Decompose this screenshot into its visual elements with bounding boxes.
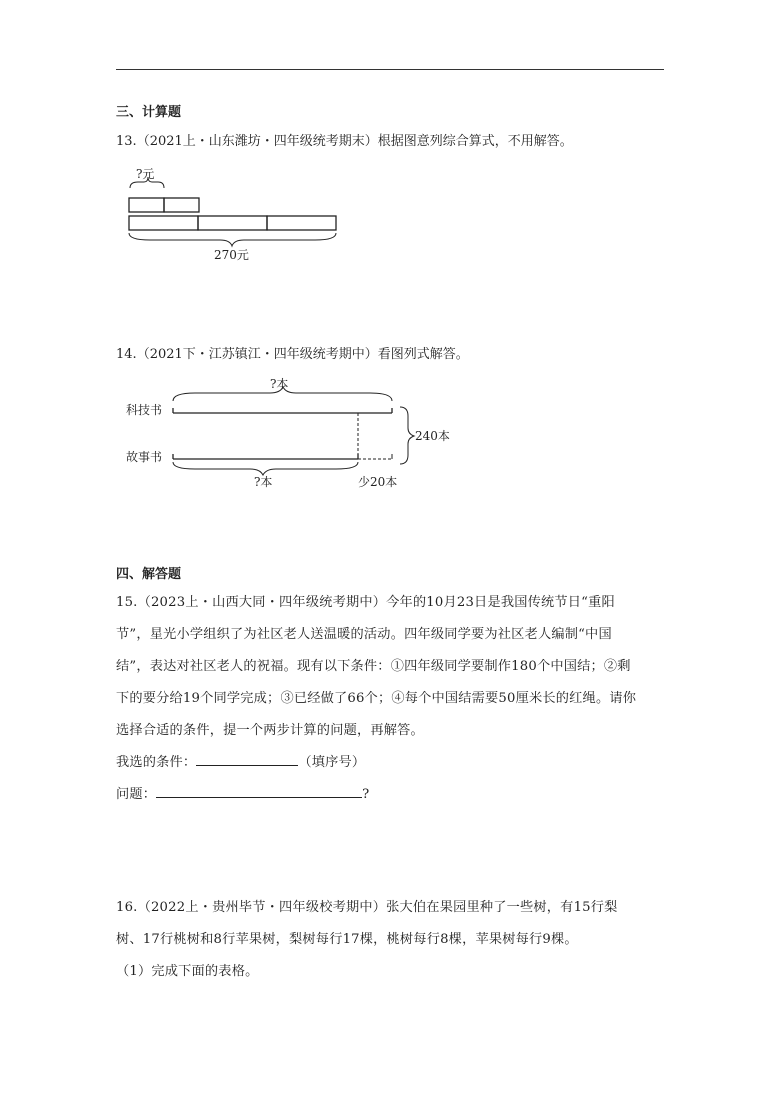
answer-choose-conditions: 我选的条件： （填序号） <box>116 747 646 779</box>
question-15-line-1: 15.（2023上・山西大同・四年级统考期中）今年的10月23日是我国传统节日“重阳 <box>116 595 615 610</box>
question-source: （2021上・山东潍坊・四年级统考期末） <box>136 134 378 149</box>
q14-row2-label: 故事书 <box>126 450 163 464</box>
question-number: 15. <box>116 595 138 610</box>
answer-question: 问题： ? <box>116 779 646 811</box>
q13-large-segment-1 <box>129 216 198 230</box>
question-15 <box>116 587 646 811</box>
question-15-line-2: 节”，星光小学组织了为社区老人送温暖的活动。四年级同学要为社区老人编制“中国 <box>116 627 612 642</box>
q13-segment-diagram <box>120 160 350 270</box>
q14-row1-label: 科技书 <box>126 403 163 417</box>
section-title-word-problems: 四、解答题 <box>116 567 182 582</box>
q13-small-segment-1 <box>129 198 164 212</box>
question-15-line-4: 下的要分给19个同学完成；③已经做了66个；④每个中国结需要50厘米长的红绳。请你 <box>116 691 637 706</box>
question-16 <box>116 892 646 988</box>
question-number: 16. <box>116 900 138 915</box>
question-number: 13. <box>116 134 137 149</box>
q13-bottom-label: 270元 <box>214 248 249 262</box>
question-15-line-3: 结”，表达对社区老人的祝福。现有以下条件：①四年级同学要制作180个中国结；②剩 <box>116 659 631 674</box>
question-15-line-5: 选择合适的条件，提一个两步计算的问题，再解答。 <box>116 723 424 738</box>
q14-right-brace <box>400 407 414 464</box>
question-source: （2021下・江苏镇江・四年级统考期中） <box>136 347 378 362</box>
question-number: 14. <box>116 347 137 362</box>
q13-top-label: ?元 <box>136 167 155 181</box>
question-16-sub-1: （1）完成下面的表格。 <box>116 964 259 979</box>
header-rule <box>116 69 664 70</box>
question-14 <box>116 347 469 363</box>
question-16-line-1: 16.（2022上・贵州毕节・四年级校考期中）张大伯在果园里种了一些树，有15行梨 <box>116 900 618 915</box>
q14-bottom-label: ?本 <box>254 475 273 489</box>
q14-segment-diagram <box>120 370 470 495</box>
question-13 <box>116 134 573 150</box>
question-16-line-2: 树、17行桃树和8行苹果树，梨树每行17棵，桃树每行8棵，苹果树每行9棵。 <box>116 932 578 947</box>
q14-difference-label: 少20本 <box>358 475 398 489</box>
q13-large-segment-2 <box>198 216 267 230</box>
q14-top-label: ?本 <box>270 377 289 391</box>
section-title-calculation: 三、计算题 <box>116 105 182 120</box>
q13-large-segment-3 <box>267 216 336 230</box>
conditions-blank[interactable] <box>196 751 298 766</box>
q13-small-segment-2 <box>164 198 199 212</box>
q14-total-label: 240本 <box>415 429 450 443</box>
question-blank[interactable] <box>156 783 362 798</box>
question-source: （2022上・贵州毕节・四年级校考期中） <box>137 900 387 915</box>
q13-bottom-brace <box>129 233 336 246</box>
question-source: （2023上・山西大同・四年级统考期中） <box>137 595 387 610</box>
q14-bottom-brace <box>173 462 358 475</box>
question-text: 根据图意列综合算式，不用解答。 <box>377 134 573 149</box>
question-text: 看图列式解答。 <box>377 347 469 362</box>
